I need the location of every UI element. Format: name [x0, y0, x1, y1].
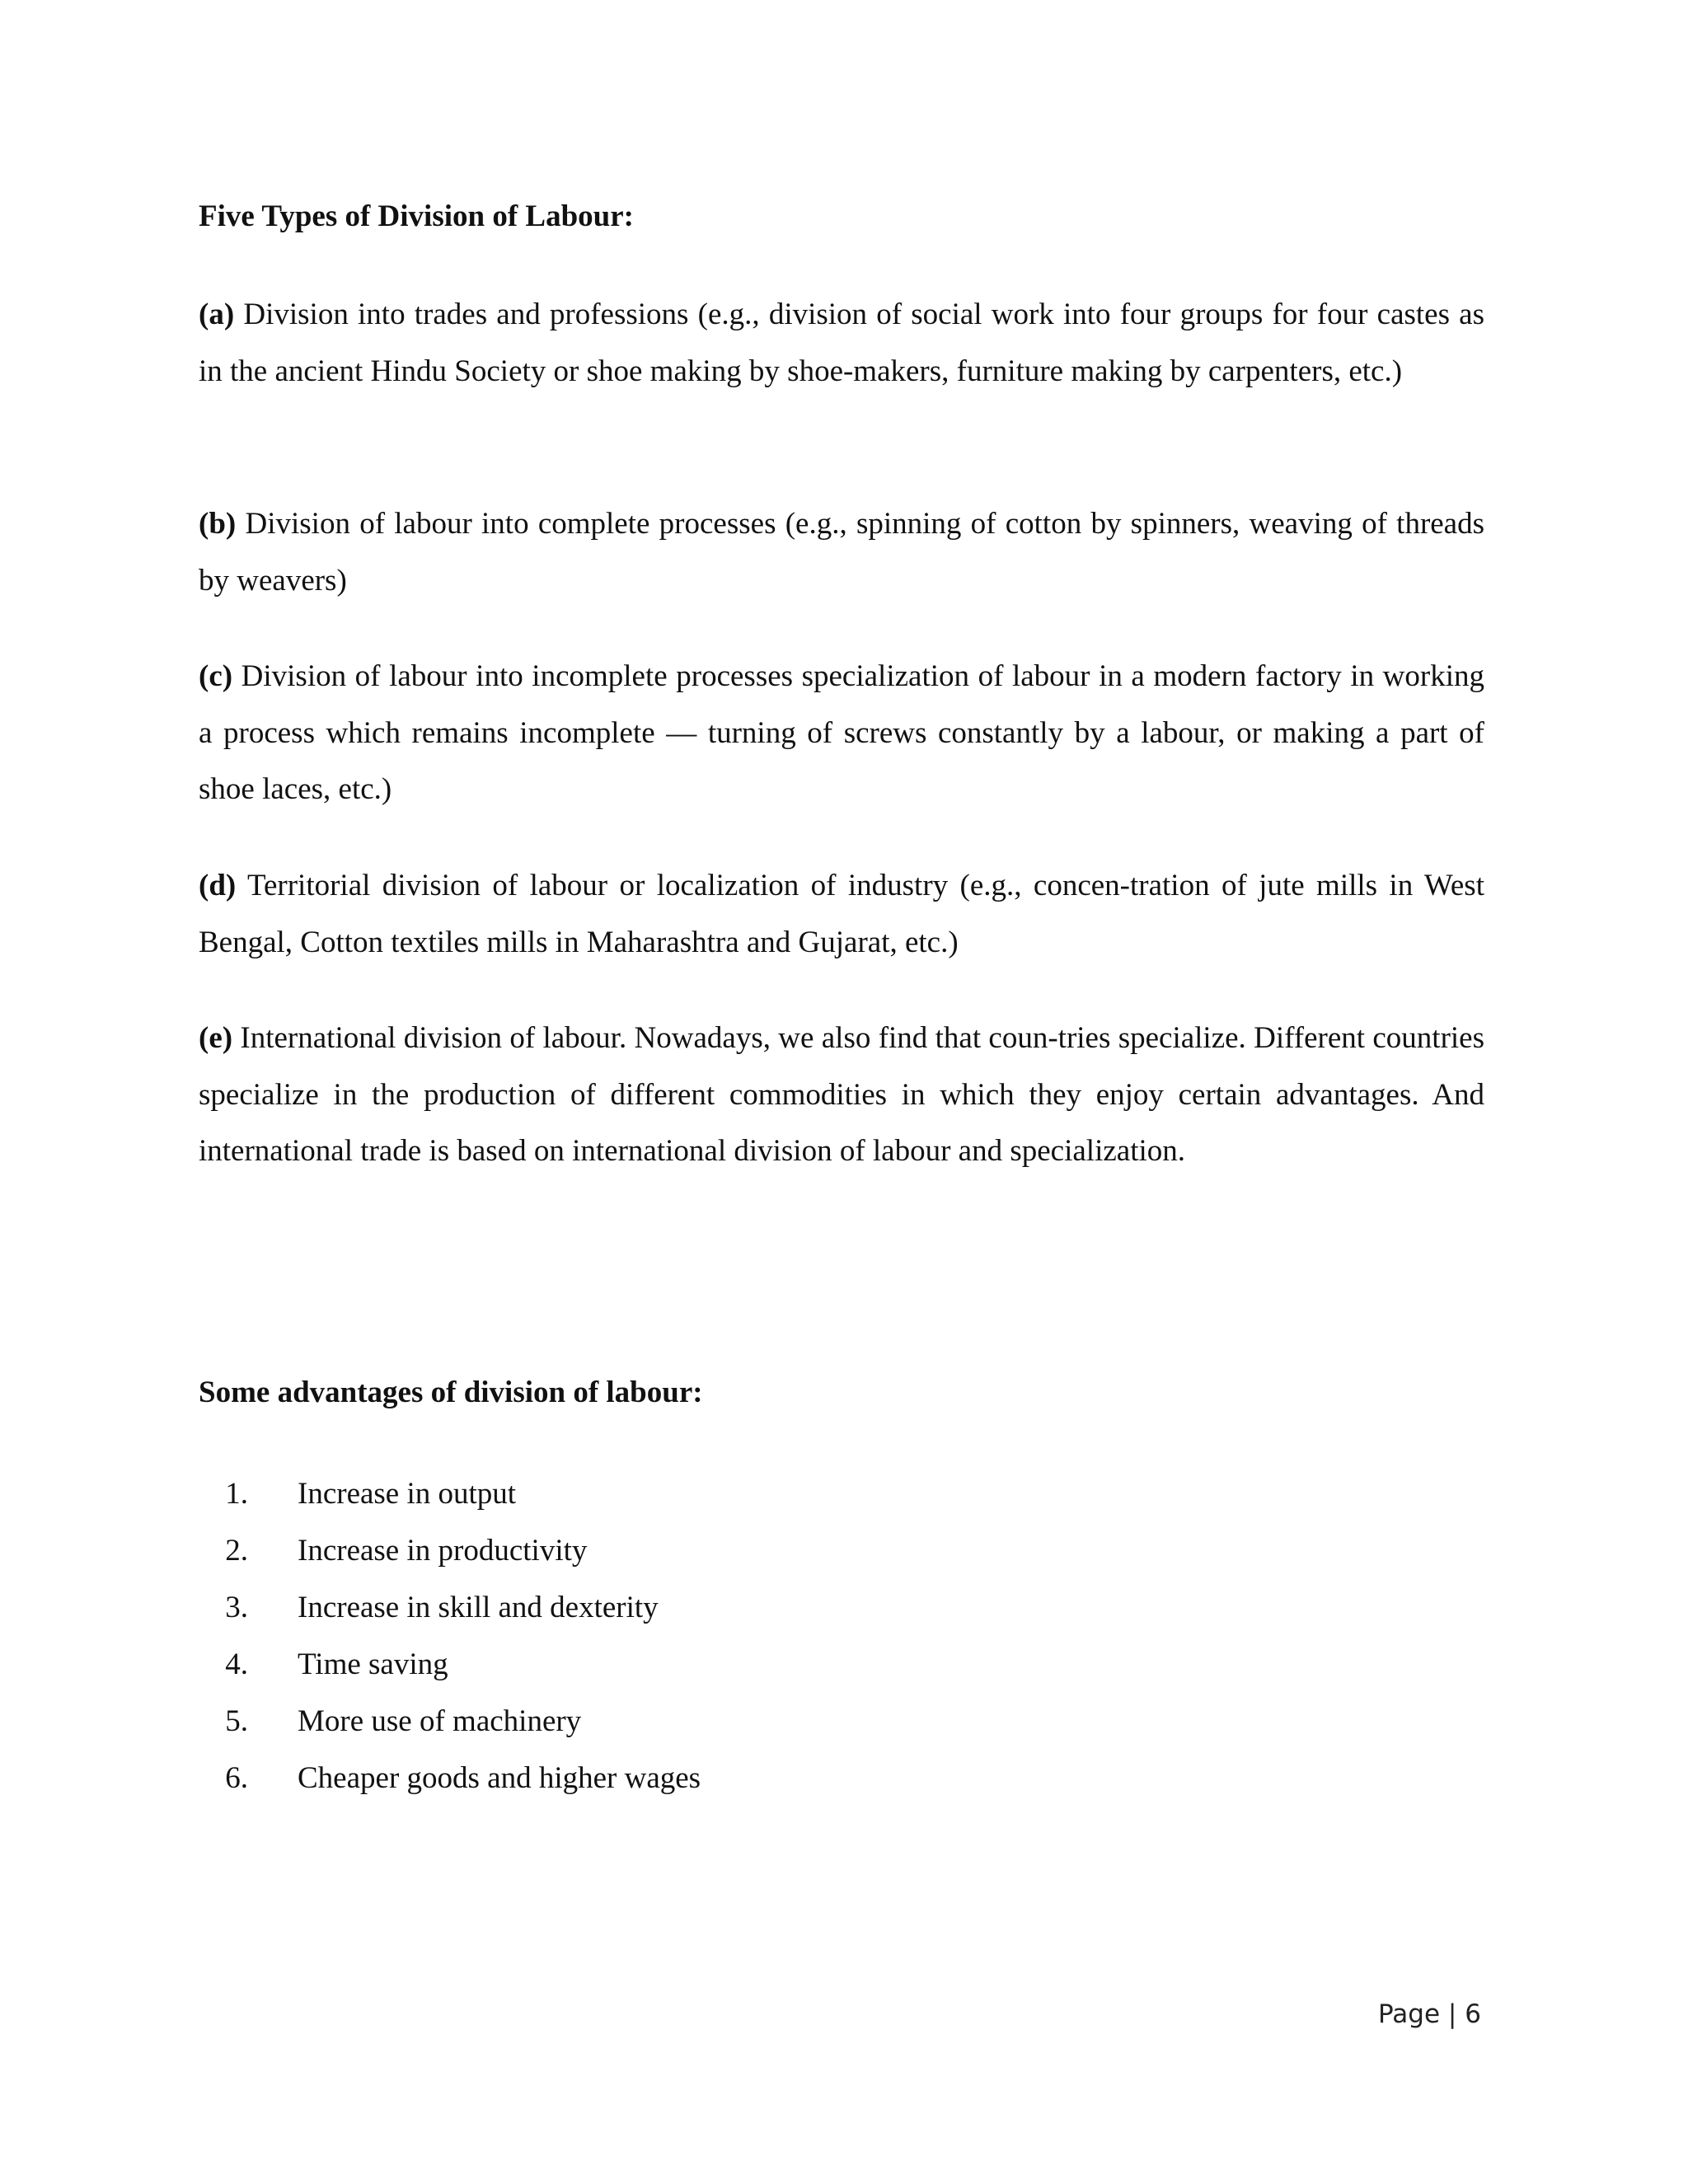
- list-item: [199, 1465, 517, 1522]
- type-item-text: Territorial division of labour or localization of industry (e.g., concen-tration of jute mills in West Bengal, Cotton textiles mills in Maharashtra and Gujarat, etc.): [199, 869, 1484, 959]
- list-item-number: 1.: [225, 1477, 248, 1511]
- list-item-text: Increase in output: [298, 1477, 517, 1511]
- section-heading-advantages: Some advantages of division of labour:: [199, 1376, 703, 1409]
- list-item-text: Increase in productivity: [298, 1534, 588, 1568]
- list-item-number: 3.: [225, 1591, 248, 1624]
- list-item: [199, 1636, 448, 1693]
- type-item-e: [199, 1010, 1484, 1180]
- type-item-label: (e): [199, 1021, 233, 1055]
- section-heading-types: Five Types of Division of Labour:: [199, 199, 634, 233]
- list-item-text: Increase in skill and dexterity: [298, 1591, 659, 1624]
- type-item-d: [199, 858, 1484, 971]
- page-number: Page | 6: [1378, 1999, 1481, 2029]
- type-item-label: (d): [199, 869, 237, 902]
- type-item-text: International division of labour. Nowadays, we also find that coun-tries specialize. Different countries specialize in the production of different commodities in which they enjoy certain advantages. And international trade is based on international division of labour and specialization.: [199, 1021, 1485, 1168]
- type-item-label: (a): [199, 298, 235, 331]
- list-item-number: 5.: [225, 1704, 248, 1738]
- type-item-label: (c): [199, 659, 233, 693]
- type-item-c: [199, 649, 1484, 818]
- list-item-text: Cheaper goods and higher wages: [298, 1761, 701, 1795]
- advantages-list: [199, 1465, 701, 1807]
- type-item-a: [199, 287, 1484, 400]
- list-item-number: 4.: [225, 1647, 248, 1681]
- type-item-b: [199, 496, 1484, 609]
- type-item-text: Division of labour into complete processes (e.g., spinning of cotton by spinners, weaving of threads by weavers): [199, 507, 1485, 598]
- list-item: [199, 1750, 701, 1807]
- list-item: [199, 1579, 659, 1636]
- list-item: [199, 1522, 588, 1579]
- list-item-number: 2.: [225, 1534, 248, 1568]
- type-item-label: (b): [199, 507, 237, 541]
- type-item-text: Division of labour into incomplete processes specialization of labour in a modern factory in working a process which remains incomplete — turning of screws constantly by a labour, or making a part of shoe laces, etc.): [199, 659, 1485, 806]
- type-item-text: Division into trades and professions (e.g., division of social work into four groups for four castes as in the ancient Hindu Society or shoe making by shoe-makers, furniture making by carpenters, etc.): [199, 298, 1485, 388]
- list-item: [199, 1693, 582, 1750]
- list-item-text: Time saving: [298, 1647, 448, 1681]
- list-item-number: 6.: [225, 1761, 248, 1795]
- list-item-text: More use of machinery: [298, 1704, 582, 1738]
